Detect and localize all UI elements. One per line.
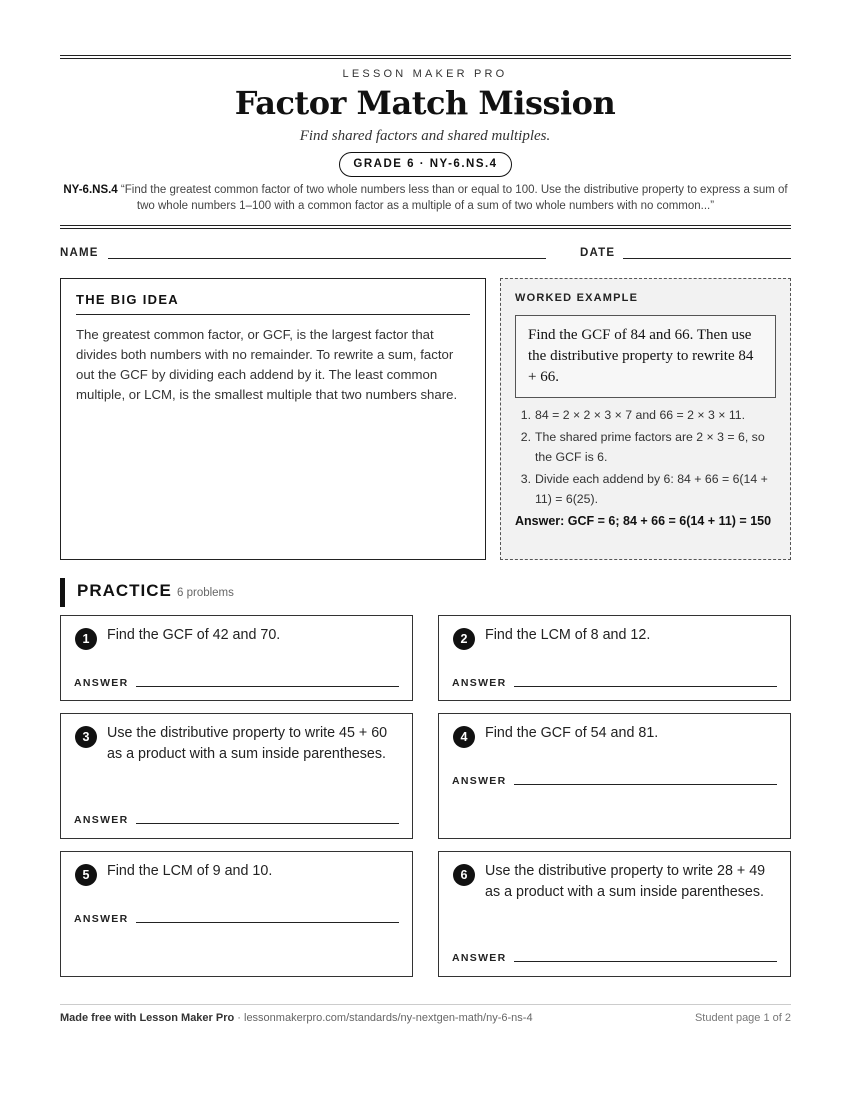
problem-text: Find the LCM of 8 and 12. bbox=[485, 627, 651, 643]
footer-page-number: Student page 1 of 2 bbox=[694, 1012, 791, 1024]
practice-count: 6 problems bbox=[177, 587, 234, 599]
problem-card-4 bbox=[438, 713, 791, 839]
worked-example-title: WORKED EXAMPLE bbox=[515, 292, 639, 304]
problem-card-3 bbox=[60, 713, 413, 839]
problem-number-badge: 4 bbox=[453, 726, 475, 748]
worked-step bbox=[515, 469, 776, 509]
footer-url[interactable]: · lessonmakerpro.com/standards/ny-nextgen-math/ny-6-ns-4 bbox=[234, 1012, 533, 1024]
answer-label: ANSWER bbox=[452, 952, 507, 964]
big-idea-panel bbox=[60, 278, 486, 560]
standard-text: “Find the greatest common factor of two whole numbers less than or equal to 100. Use the distributive property to express a sum of two whole numbers 1–100 with a common factor as a multiple of a sum of two whole numbers with no common...” bbox=[120, 184, 788, 212]
footer-rule bbox=[60, 1004, 791, 1005]
worked-step bbox=[515, 427, 776, 467]
problem-text: Use the distributive property to write 28 + 49 as a product with a sum inside parentheses. bbox=[485, 863, 766, 900]
problem-card-6 bbox=[438, 851, 791, 977]
step-number: 2. bbox=[520, 430, 531, 444]
practice-title: PRACTICE bbox=[77, 581, 172, 600]
footer-credit bbox=[60, 1012, 533, 1024]
grade-badge: GRADE 6 · NY-6.NS.4 bbox=[339, 152, 512, 177]
answer-field[interactable] bbox=[136, 686, 399, 687]
problem-text: Find the LCM of 9 and 10. bbox=[107, 863, 273, 879]
problem-number-badge: 1 bbox=[75, 628, 97, 650]
answer-label: ANSWER bbox=[74, 814, 129, 826]
problem-text: Find the GCF of 42 and 70. bbox=[107, 627, 281, 643]
step-text: Divide each addend by 6: 84 + 66 = 6(14 + 11) = 6(25). bbox=[535, 472, 768, 506]
practice-accent-bar bbox=[60, 578, 65, 607]
answer-label: ANSWER bbox=[452, 775, 507, 787]
standard-statement bbox=[60, 182, 791, 214]
date-field[interactable] bbox=[623, 258, 791, 259]
worksheet-subtitle: Find shared factors and shared multiples. bbox=[299, 128, 551, 144]
worked-example-panel bbox=[500, 278, 791, 560]
big-idea-text: The greatest common factor, or GCF, is the largest factor that divides both numbers with no remainder. To rewrite a sum, factor out the GCF by dividing each addend by it. The least common multiple, or LCM, is the smallest multiple that two numbers share. bbox=[76, 327, 458, 402]
step-number: 1. bbox=[520, 408, 531, 422]
answer-field[interactable] bbox=[514, 961, 777, 962]
answer-field[interactable] bbox=[514, 686, 777, 687]
answer-label: ANSWER bbox=[74, 677, 129, 689]
worked-example-answer: Answer: GCF = 6; 84 + 66 = 6(14 + 11) = 150 bbox=[515, 514, 772, 528]
answer-field[interactable] bbox=[136, 922, 399, 923]
answer-field[interactable] bbox=[136, 823, 399, 824]
worksheet-title: Factor Match Mission bbox=[234, 84, 616, 122]
header-top-rule bbox=[60, 55, 791, 59]
problem-text: Find the GCF of 54 and 81. bbox=[485, 725, 659, 741]
problem-text: Use the distributive property to write 45 + 60 as a product with a sum inside parentheses. bbox=[107, 725, 388, 762]
big-idea-title: THE BIG IDEA bbox=[76, 292, 470, 315]
answer-label: ANSWER bbox=[452, 677, 507, 689]
problem-card-5 bbox=[60, 851, 413, 977]
worked-example-steps bbox=[515, 405, 776, 509]
problem-number-badge: 6 bbox=[453, 864, 475, 886]
standard-code: NY-6.NS.4 bbox=[63, 184, 118, 196]
problem-number-badge: 2 bbox=[453, 628, 475, 650]
problem-number-badge: 3 bbox=[75, 726, 97, 748]
footer-made-with: Made free with Lesson Maker Pro bbox=[60, 1012, 235, 1024]
date-label: DATE bbox=[580, 247, 616, 259]
step-text: 84 = 2 × 2 × 3 × 7 and 66 = 2 × 3 × 11. bbox=[535, 408, 746, 422]
name-label: NAME bbox=[60, 247, 99, 259]
brand-name: LESSON MAKER PRO bbox=[342, 68, 508, 80]
answer-label: ANSWER bbox=[74, 913, 129, 925]
name-field[interactable] bbox=[108, 258, 546, 259]
problem-number-badge: 5 bbox=[75, 864, 97, 886]
step-number: 3. bbox=[520, 472, 531, 486]
worked-step bbox=[515, 405, 776, 425]
problem-card-2 bbox=[438, 615, 791, 701]
header-bottom-rule bbox=[60, 225, 791, 229]
problem-card-1 bbox=[60, 615, 413, 701]
worked-example-prompt: Find the GCF of 84 and 66. Then use the distributive property to rewrite 84 + 66. bbox=[515, 315, 776, 398]
step-text: The shared prime factors are 2 × 3 = 6, so the GCF is 6. bbox=[535, 430, 765, 464]
answer-field[interactable] bbox=[514, 784, 777, 785]
